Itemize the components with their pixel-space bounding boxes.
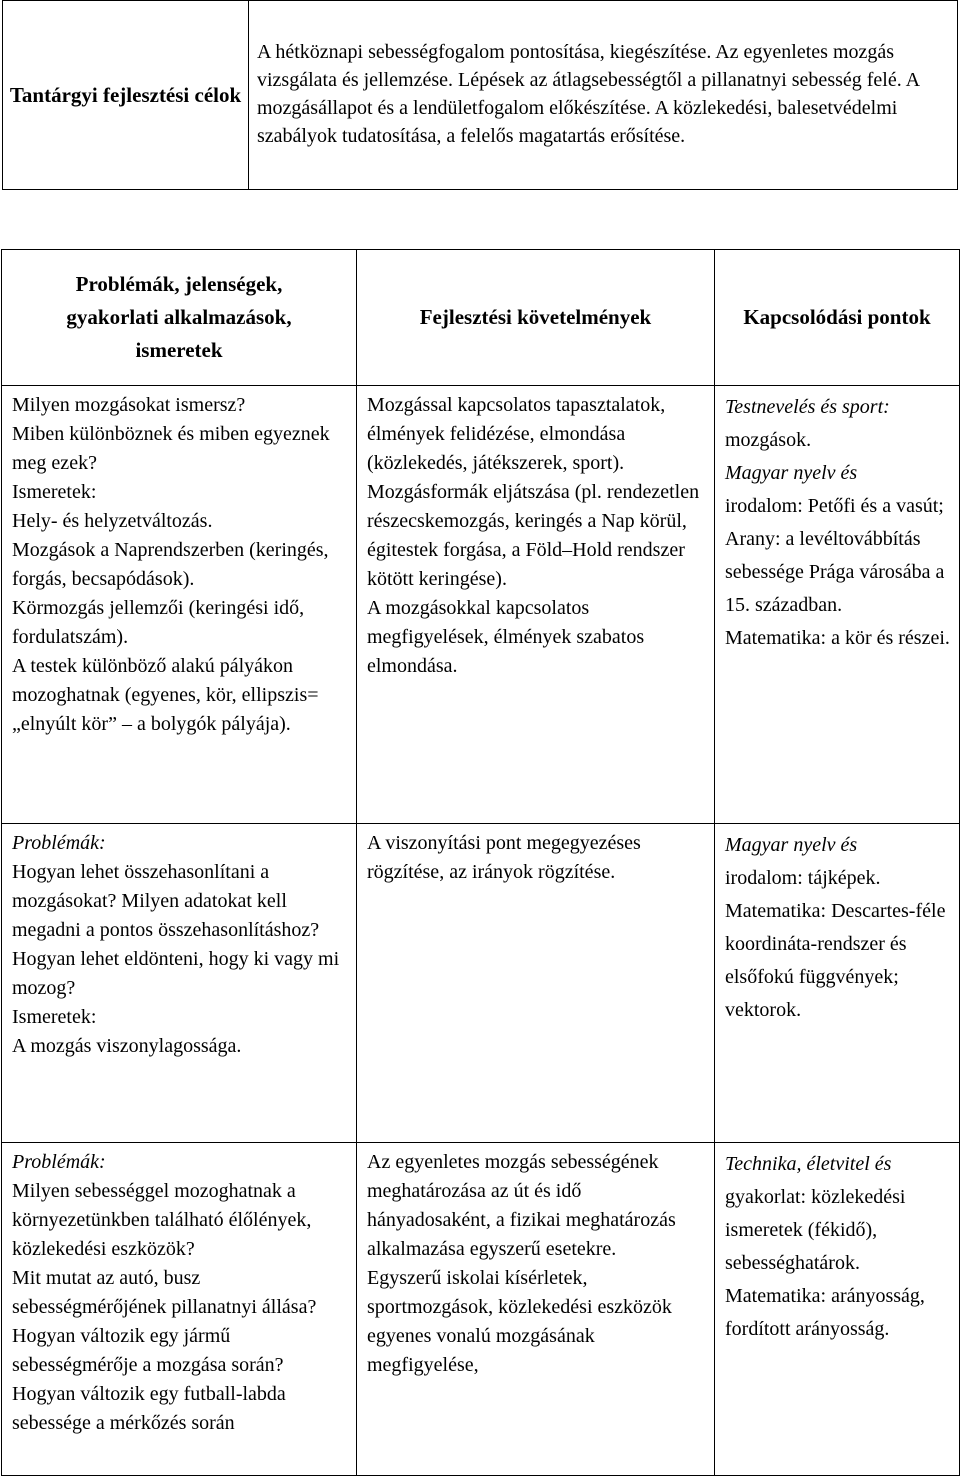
connection-text: gyakorlat: közlekedési ismeretek (fékidő), sebességhatárok. — [725, 1186, 906, 1274]
connection-text: Matematika: arányosság, fordított arányosság. — [725, 1285, 925, 1340]
table-row — [2, 824, 960, 1143]
connection-text: mozgások. — [725, 429, 812, 451]
connection-text: Matematika: Descartes-féle koordináta-rendszer és elsőfokú függvények; vektorok. — [725, 900, 946, 1021]
goals-table — [2, 0, 958, 190]
problem-text: Hogyan változik egy futball-labda sebessége a mérkőzés során — [12, 1383, 286, 1434]
question-text: Milyen mozgásokat ismersz? — [12, 394, 246, 416]
curriculum-table — [1, 249, 960, 1476]
header-connections: Kapcsolódási pontok — [715, 250, 960, 386]
knowledge-item: Hely- és helyzetváltozás. — [12, 510, 213, 532]
section-label: Ismeretek: — [12, 1006, 97, 1028]
section-label: Problémák: — [12, 832, 106, 854]
connection-text: Matematika: a kör és részei. — [725, 627, 950, 649]
header-row — [2, 250, 960, 386]
problem-text: Milyen sebességgel mozoghatnak a környezetünkben található élőlények, közlekedési eszközök? — [12, 1180, 312, 1260]
goals-label: Tantárgyi fejlesztési célok — [3, 1, 249, 190]
problem-text: Mit mutat az autó, busz sebességmérőjének pillanatnyi állása? — [12, 1267, 317, 1318]
requirement-text: Mozgásformák eljátszása (pl. rendezetlen részecskemozgás, keringés a Nap körül, égitestek forgása, a Föld–Hold rendszer kötött keringése). — [367, 481, 700, 590]
requirement-text: A mozgásokkal kapcsolatos megfigyelések, élmények szabatos elmondása. — [367, 597, 645, 677]
problem-text: Hogyan lehet összehasonlítani a mozgásokat? Milyen adatokat kell megadni a pontos összehasonlításhoz? — [12, 861, 320, 941]
table-row — [2, 1143, 960, 1476]
header-requirements: Fejlesztési követelmények — [357, 250, 715, 386]
requirement-text: Egyszerű iskolai kísérletek, sportmozgások, közlekedési eszközök egyenes vonalú mozgásának megfigyelése, — [367, 1267, 672, 1376]
section-label: Problémák: — [12, 1151, 106, 1173]
requirement-text: Mozgással kapcsolatos tapasztalatok, élmények felidézése, elmondása (közlekedés, játékszerek, sport). — [367, 394, 666, 474]
header-problems: Problémák, jelenségek, gyakorlati alkalmazások, ismeretek — [2, 250, 357, 386]
problem-text: Hogyan lehet eldönteni, hogy ki vagy mi mozog? — [12, 948, 340, 999]
subject-name: Magyar nyelv és — [725, 462, 858, 484]
knowledge-item: A testek különböző alakú pályákon mozoghatnak (egyenes, kör, ellipszis= „elnyúlt kör” – a bolygók pályája). — [12, 655, 319, 735]
goals-text: A hétköznapi sebességfogalom pontosítása, kiegészítése. Az egyenletes mozgás vizsgálata és jellemzése. Lépések az átlagsebességtől a pillanatnyi sebesség felé. A mozgásállapot és a lendületfogalom előkészítése. A közlekedési, balesetvédelmi szabályok tudatosítása, a felelős magatartás erősítése. — [249, 1, 958, 190]
table-row — [2, 386, 960, 824]
subject-name: Technika, életvitel és — [725, 1153, 892, 1175]
requirement-text: Az egyenletes mozgás sebességének meghatározása az út és idő hányadosaként, a fizikai meghatározás alkalmazása egyszerű esetekre. — [367, 1151, 676, 1260]
knowledge-item: Körmozgás jellemzői (keringési idő, fordulatszám). — [12, 597, 305, 648]
subject-name: Testnevelés és sport: — [725, 396, 890, 418]
question-text: Miben különböznek és miben egyeznek meg ezek? — [12, 423, 330, 474]
knowledge-item: A mozgás viszonylagossága. — [12, 1035, 242, 1057]
section-label: Ismeretek: — [12, 481, 97, 503]
requirement-text: A viszonyítási pont megegyezéses rögzítése, az irányok rögzítése. — [367, 832, 641, 883]
subject-name: Magyar nyelv és — [725, 834, 858, 856]
problem-text: Hogyan változik egy jármű sebességmérője a mozgása során? — [12, 1325, 284, 1376]
connection-text: irodalom: tájképek. — [725, 867, 881, 889]
knowledge-item: Mozgások a Naprendszerben (keringés, forgás, becsapódások). — [12, 539, 329, 590]
connection-text: irodalom: Petőfi és a vasút; Arany: a levéltovábbítás sebessége Prága városába a 15. században. — [725, 495, 945, 616]
